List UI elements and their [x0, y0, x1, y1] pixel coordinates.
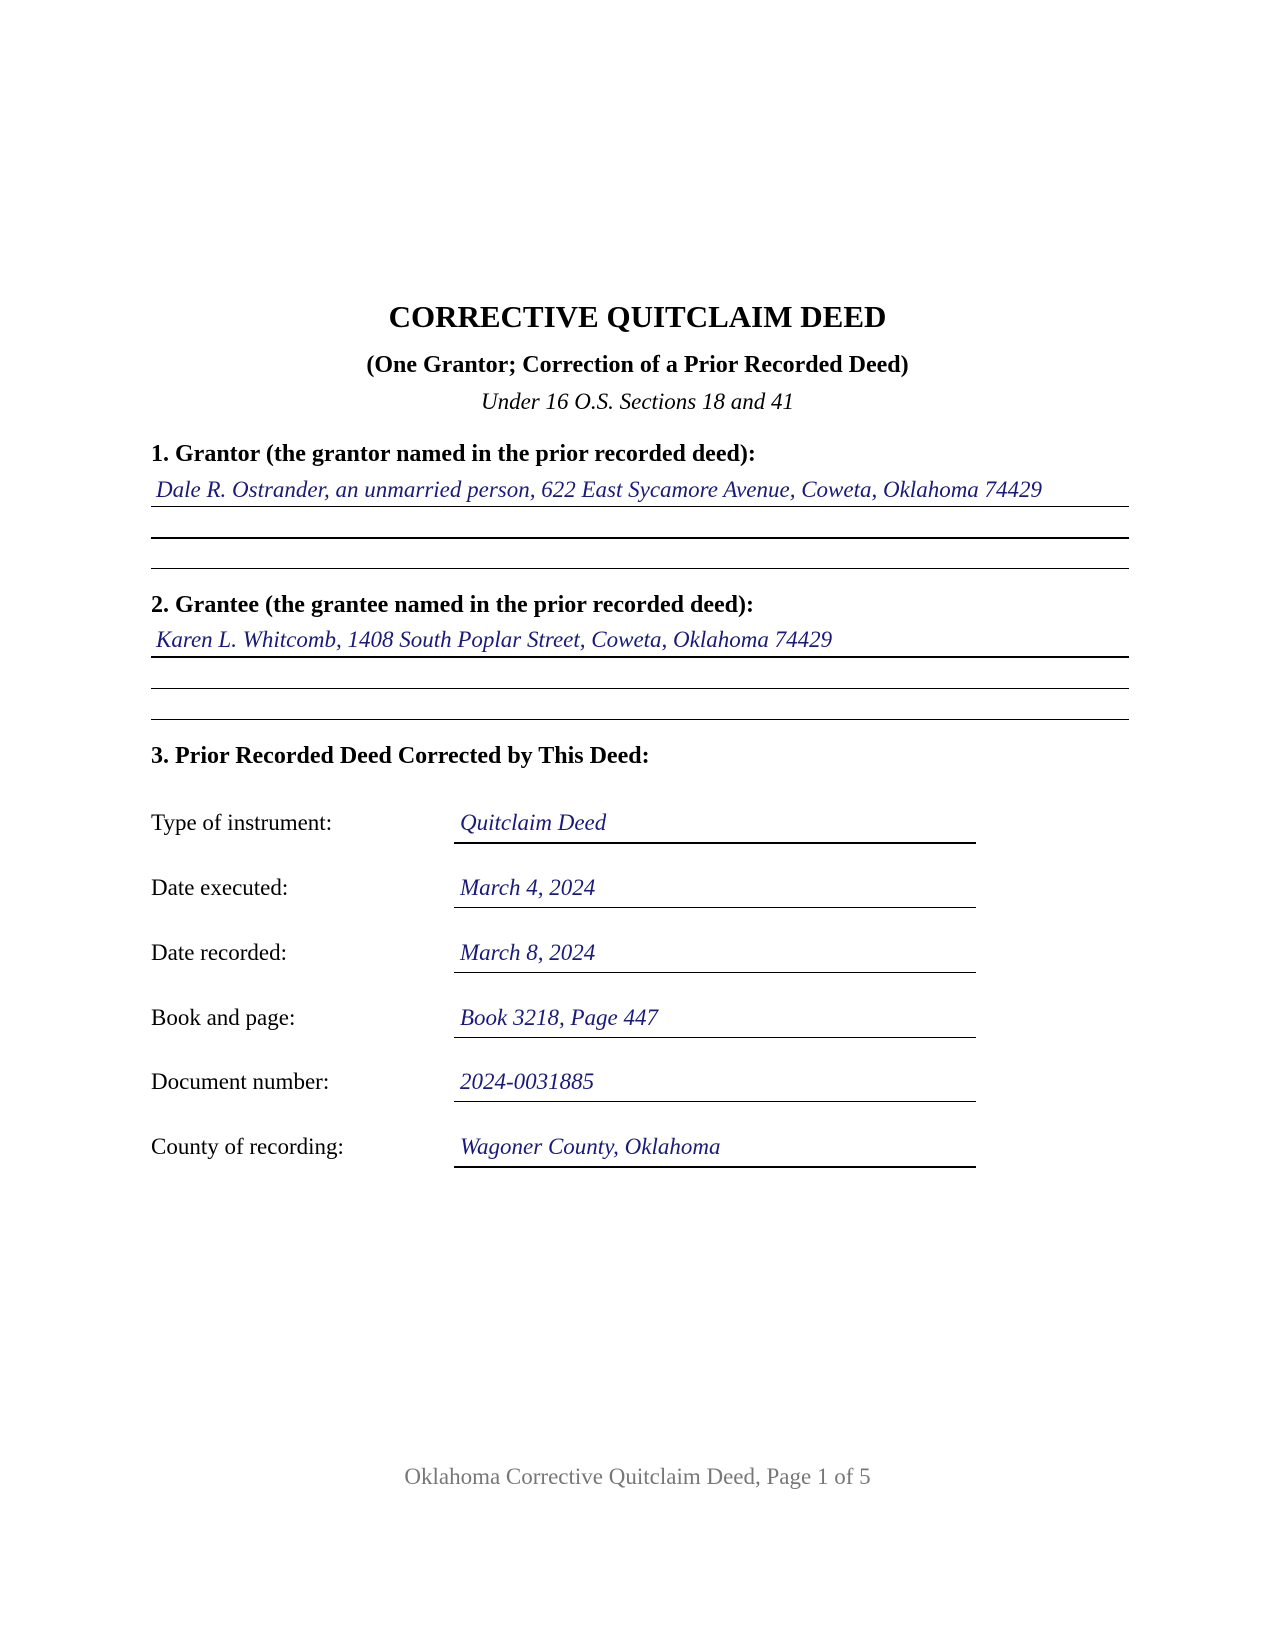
- grantor-line-2: [151, 537, 1129, 539]
- field-underline: [454, 1037, 976, 1038]
- field-value: Wagoner County, Oklahoma: [460, 1134, 721, 1159]
- field-value: Book 3218, Page 447: [460, 1005, 659, 1030]
- field-value: March 4, 2024: [460, 875, 596, 900]
- field-label: Book and page:: [151, 1005, 296, 1030]
- prior-deed-heading: 3. Prior Recorded Deed Corrected by This Deed:: [151, 743, 650, 769]
- document-title: CORRECTIVE QUITCLAIM DEED: [388, 299, 887, 334]
- grantor-line-1: [151, 506, 1129, 507]
- page-footer: Oklahoma Corrective Quitclaim Deed, Page 1 of 5: [404, 1464, 871, 1489]
- field-document-number: [151, 1061, 977, 1101]
- document-subtitle: (One Grantor; Correction of a Prior Recorded Deed): [366, 352, 909, 378]
- field-label: Date executed:: [151, 875, 289, 900]
- grantee-line-2: [151, 688, 1129, 689]
- field-underline: [454, 972, 976, 973]
- field-label: Type of instrument:: [151, 810, 333, 835]
- field-county-of-recording: [151, 1126, 977, 1166]
- field-book-and-page: [151, 997, 977, 1037]
- field-value: 2024-0031885: [460, 1069, 595, 1094]
- field-date-recorded: [151, 932, 977, 972]
- grantee-line-1: [151, 656, 1129, 658]
- field-label: County of recording:: [151, 1134, 344, 1159]
- grantee-value: Karen L. Whitcomb, 1408 South Poplar Street, Coweta, Oklahoma 74429: [156, 627, 833, 652]
- field-underline: [454, 907, 976, 908]
- grantor-value: Dale R. Ostrander, an unmarried person, 622 East Sycamore Avenue, Coweta, Oklahoma 74429: [156, 477, 1043, 502]
- field-underline: [454, 1166, 976, 1168]
- grantor-heading: 1. Grantor (the grantor named in the prior recorded deed):: [151, 441, 756, 467]
- field-value: March 8, 2024: [460, 940, 596, 965]
- field-underline: [454, 842, 976, 844]
- grantor-line-3: [151, 568, 1129, 569]
- statutory-authority: Under 16 O.S. Sections 18 and 41: [480, 389, 795, 414]
- field-type-of-instrument: [151, 802, 977, 842]
- field-label: Document number:: [151, 1069, 330, 1094]
- field-date-executed: [151, 867, 977, 907]
- grantee-heading: 2. Grantee (the grantee named in the prior recorded deed):: [151, 592, 754, 618]
- grantee-line-3: [151, 719, 1129, 720]
- field-label: Date recorded:: [151, 940, 288, 965]
- field-underline: [454, 1101, 976, 1102]
- field-value: Quitclaim Deed: [460, 810, 607, 835]
